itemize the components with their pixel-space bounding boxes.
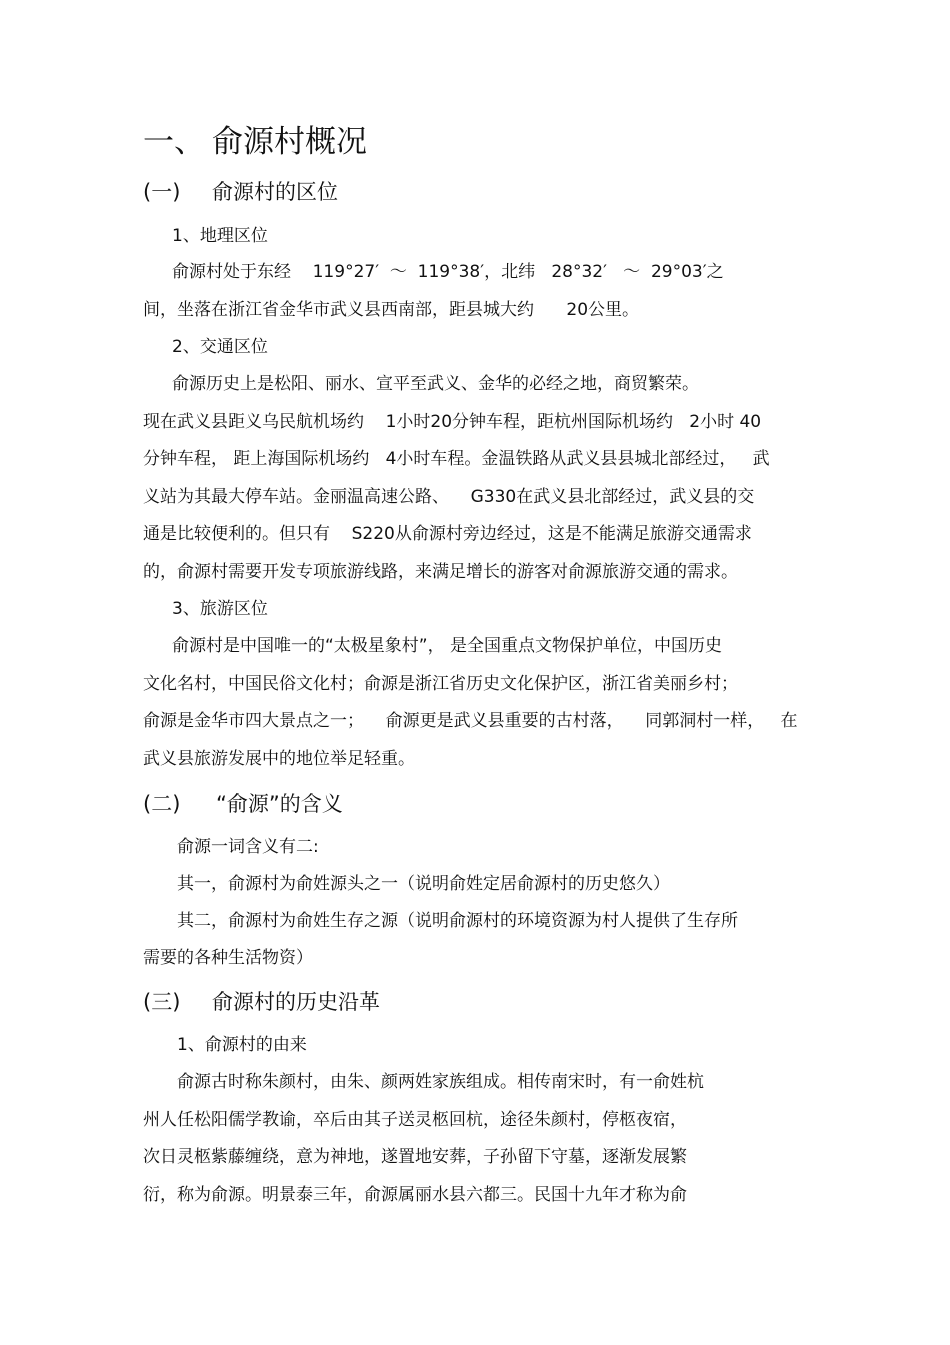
paragraph-line: 通是比较便利的。但只有 S220从俞源村旁边经过，这是不能满足旅游交通需求: [143, 524, 752, 544]
subsection-heading: 1、地理区位: [172, 226, 268, 246]
section-number: (一): [143, 180, 181, 204]
section-heading: 俞源村的区位: [212, 180, 338, 204]
paragraph-line: 文化名村，中国民俗文化村；俞源是浙江省历史文化保护区，浙江省美丽乡村；: [143, 674, 738, 694]
section-number: (二): [143, 792, 181, 816]
paragraph-line: 的，俞源村需要开发专项旅游线路，来满足增长的游客对俞源旅游交通的需求。: [143, 562, 738, 582]
page-title: 俞源村概况: [212, 124, 367, 160]
section-number: (三): [143, 990, 181, 1014]
paragraph-line: 需要的各种生活物资）: [143, 948, 313, 968]
paragraph-line: 武义县旅游发展中的地位举足轻重。: [143, 749, 415, 769]
paragraph-line: 俞源是金华市四大景点之一； 俞源更是武义县重要的古村落， 同郭洞村一样， 在: [143, 711, 798, 731]
paragraph-line: 俞源一词含义有二:: [177, 837, 319, 857]
subsection-heading: 3、旅游区位: [172, 599, 268, 619]
subsection-heading: 1、俞源村的由来: [177, 1035, 307, 1055]
paragraph-line: 其一，俞源村为俞姓源头之一（说明俞姓定居俞源村的历史悠久）: [177, 874, 670, 894]
paragraph-line: 分钟车程， 距上海国际机场约 4小时车程。金温铁路从武义县县城北部经过， 武: [143, 449, 770, 469]
title-number: 一、: [143, 124, 205, 160]
paragraph-line: 俞源村是中国唯一的“太极星象村”， 是全国重点文物保护单位，中国历史: [172, 636, 723, 656]
paragraph-line: 衍，称为俞源。明景泰三年，俞源属丽水县六都三。民国十九年才称为俞: [143, 1185, 687, 1205]
paragraph-line: 其二，俞源村为俞姓生存之源（说明俞源村的环境资源为村人提供了生存所: [177, 911, 738, 931]
paragraph-line: 俞源村处于东经 119°27′ ～ 119°38′，北纬 28°32′ ～ 29°03′之: [172, 262, 724, 282]
paragraph-line: 义站为其最大停车站。金丽温高速公路、 G330在武义县北部经过，武义县的交: [143, 487, 755, 507]
paragraph-line: 州人任松阳儒学教谕，卒后由其子送灵柩回杭，途径朱颜村，停柩夜宿，: [143, 1110, 687, 1130]
paragraph-line: 俞源历史上是松阳、丽水、宣平至武义、金华的必经之地，商贸繁荣。: [172, 374, 699, 394]
paragraph-line: 次日灵柩紫藤缠绕，意为神地，遂置地安葬，子孙留下守墓，逐渐发展繁: [143, 1147, 687, 1167]
paragraph-line: 俞源古时称朱颜村，由朱、颜两姓家族组成。相传南宋时，有一俞姓杭: [177, 1072, 704, 1092]
paragraph-line: 现在武义县距义乌民航机场约 1小时20分钟车程，距杭州国际机场约 2小时 40: [143, 412, 762, 432]
subsection-heading: 2、交通区位: [172, 337, 268, 357]
section-heading: “俞源”的含义: [216, 792, 343, 816]
section-heading: 俞源村的历史沿革: [212, 990, 380, 1014]
paragraph-line: 间，坐落在浙江省金华市武义县西南部，距县城大约 20公里。: [143, 300, 640, 320]
